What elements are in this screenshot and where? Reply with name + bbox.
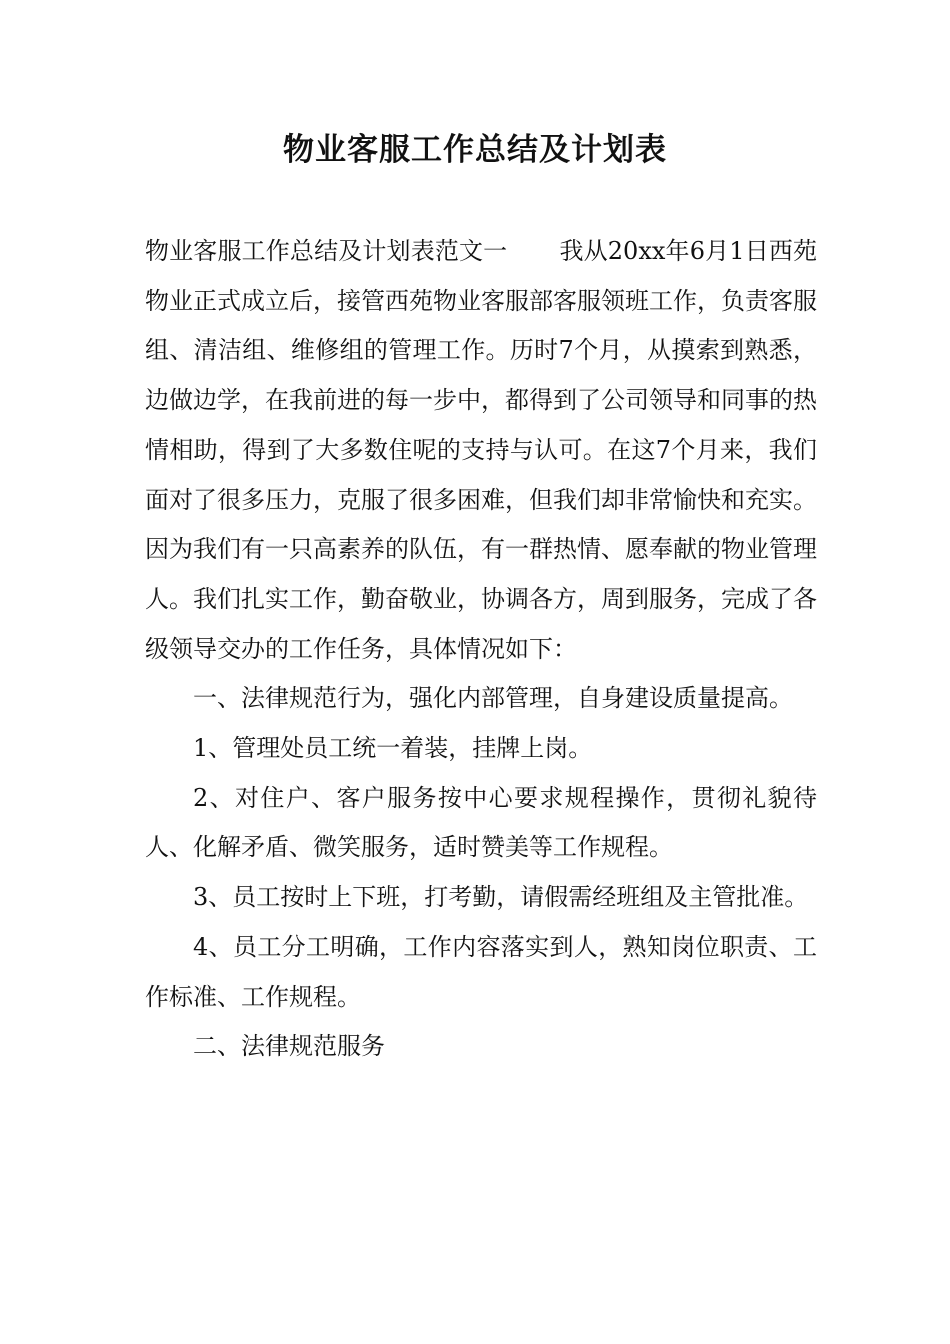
list-item-4: 4、员工分工明确，工作内容落实到人，熟知岗位职责、工作标准、工作规程。 [145, 932, 817, 1011]
document-body [145, 227, 817, 1072]
section-heading-1: 一、法律规范行为，强化内部管理，自身建设质量提高。 [193, 684, 793, 713]
list-item-3: 3、员工按时上下班，打考勤，请假需经班组及主管批准。 [193, 883, 809, 912]
list-item-1: 1、管理处员工统一着装，挂牌上岗。 [193, 734, 593, 763]
section-heading-2: 二、法律规范服务 [193, 1032, 385, 1061]
intro-lead: 物业客服工作总结及计划表范文一 [145, 237, 508, 265]
list-item-2: 2、对住户、客户服务按中心要求规程操作，贯彻礼貌待人、化解矛盾、微笑服务，适时赞美等工作规程。 [145, 783, 817, 862]
intro-rest: 我从20xx年6月1日西苑物业正式成立后，接管西苑物业客服部客服领班工作，负责客服组、清洁组、维修组的管理工作。历时7个月，从摸索到熟悉，边做边学，在我前进的每一步中，都得到了公司领导和同事的热情相助，得到了大多数住呢的支持与认可。在这7个月来，我们面对了很多压力，克服了很多困难，但我们却非常愉快和充实。因为我们有一只高素养的队伍，有一群热情、愿奉献的物业管理人。我们扎实工作，勤奋敬业，协调各方，周到服务，完成了各级领导交办的工作任务，具体情况如下： [145, 237, 817, 663]
intro-paragraph [145, 227, 817, 674]
document-title: 物业客服工作总结及计划表 [283, 132, 667, 168]
